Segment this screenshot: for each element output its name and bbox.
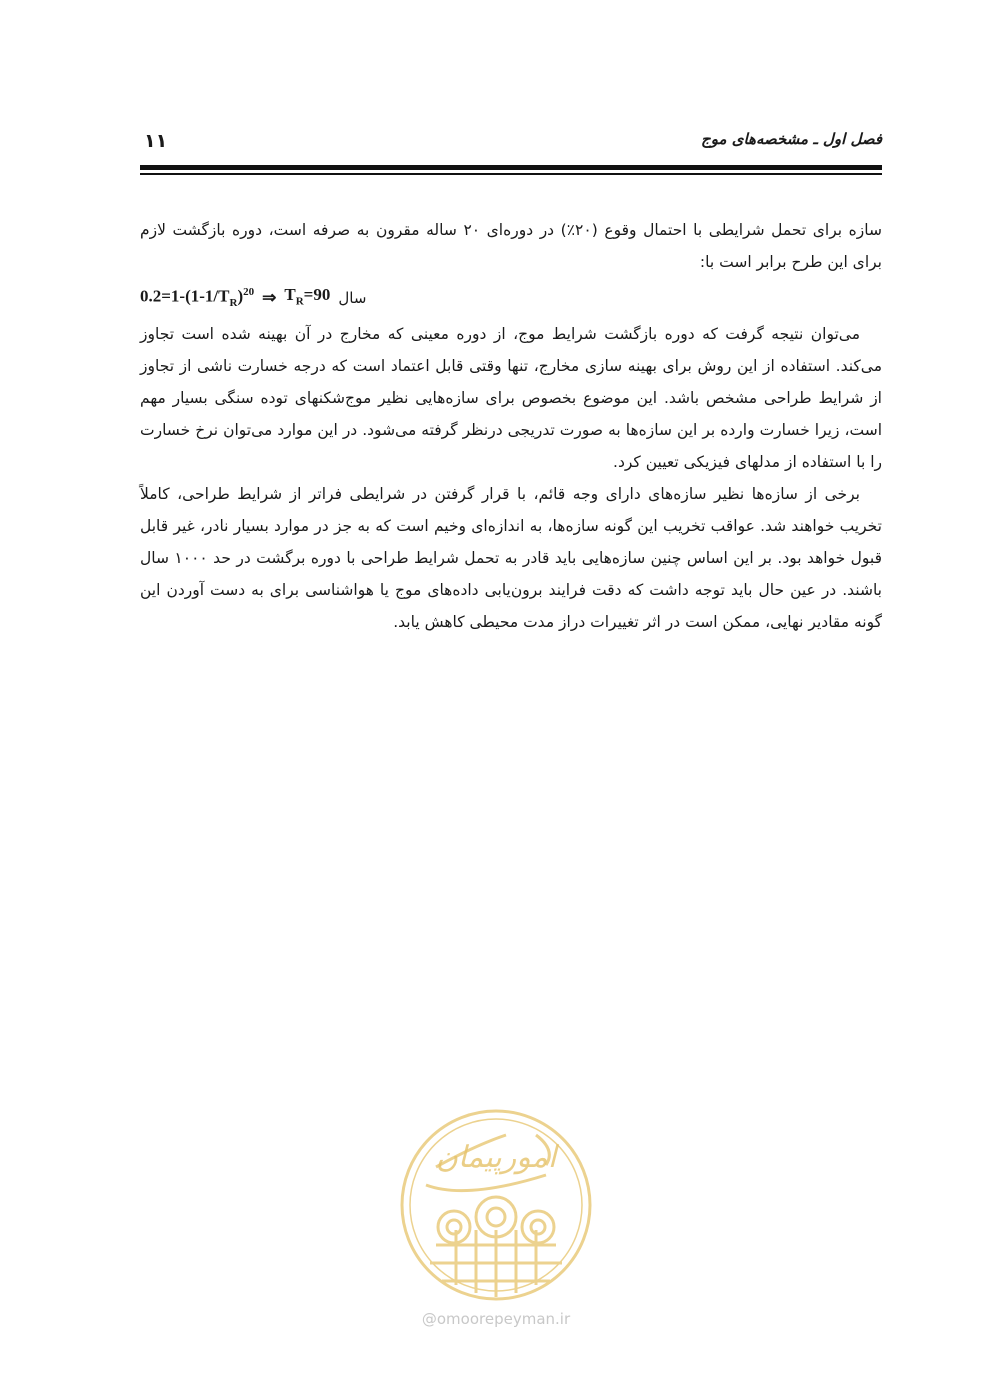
svg-text:امورپیمان: امورپیمان — [435, 1140, 557, 1175]
header-rule-thin — [140, 173, 882, 175]
formula-unit: سال — [338, 289, 367, 307]
logo-emblem-icon — [396, 1105, 596, 1305]
watermark-logo — [396, 1105, 596, 1305]
paragraph-1: سازه برای تحمل شرایطی با احتمال وقوع (۲۰٪) در دوره‌ای ۲۰ ساله مقرون به صرفه است، دوره بازگشت لازم برای این طرح برابر است با: — [140, 221, 882, 271]
main-text — [140, 214, 882, 638]
header-rule-thick — [140, 165, 882, 170]
page-header — [140, 118, 882, 158]
page-number: ۱۱ — [144, 130, 168, 152]
formula-rhs: $T_R=90$ — [284, 284, 331, 308]
chapter-title: فصل اول ـ مشخصه‌های موج — [701, 130, 882, 148]
paragraph-3: برخی از سازه‌ها نظیر سازه‌های دارای وجه قائم، با قرار گرفتن در شرایطی فراتر از شرایط طراحی، کاملاً تخریب خواهند شد. عواقب تخریب این گونه سازه‌ها، به اندازه‌ای وخیم است که به جز در موارد بسیار نادر، غیر قابل قبول خواهد بود. بر این اساس چنین سازه‌هایی باید قادر به تحمل شرایط طراحی با دوره برگشت در حد ۱۰۰۰ سال باشند. در عین حال باید توجه داشت که دقت فرایند برون‌یابی داده‌های موج یا هواشناسی برای به دست آوردن این گونه مقادیر نهایی، ممکن است در اثر تغییرات دراز مدت محیطی کاهش یابد. — [140, 485, 882, 631]
watermark-site: @omoorepeyman.ir — [421, 1310, 571, 1328]
formula-lhs: $0.2=1-(1-1/T_R)^{20}$ — [140, 286, 255, 310]
implies-arrow: ⇒ — [262, 288, 277, 307]
paragraph-2: می‌توان نتیجه گرفت که دوره بازگشت شرایط موج، از دوره معینی که مخارج در آن بهینه شده است تجاوز می‌کند. استفاده از این روش برای بهینه سازی مخارج، تنها وقتی قابل اعتماد است که درجه خسارت ناشی از تجاوز از شرایط طراحی مشخص باشد. این موضوع بخصوص برای سازه‌هایی نظیر موج‌شکنهای توده سنگی بسیار مهم است، زیرا خسارت وارده بر این سازه‌ها به صورت تدریجی درنظر گرفته می‌شود. در این موارد می‌توان نرخ خسارت را با استفاده از مدلهای فیزیکی تعیین کرد. — [140, 325, 882, 471]
return-period-formula — [140, 278, 882, 318]
